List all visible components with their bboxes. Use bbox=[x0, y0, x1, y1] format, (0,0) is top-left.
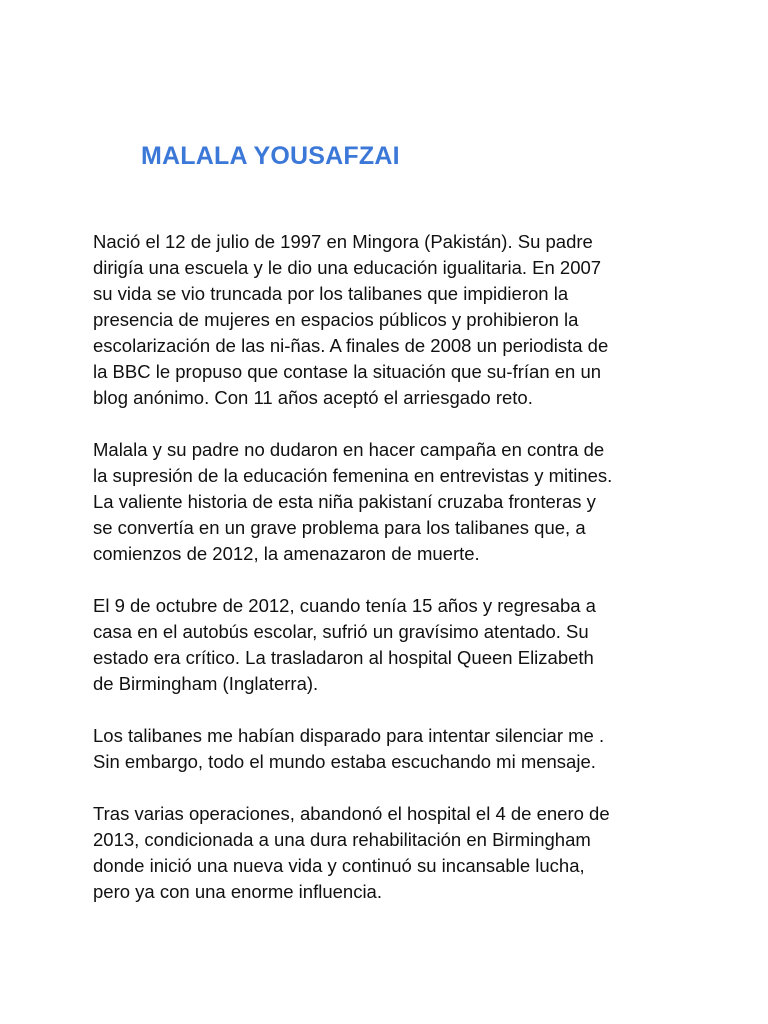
text-line: Los talibanes me habían disparado para intentar silenciar me . bbox=[93, 725, 605, 746]
text-line: El 9 de octubre de 2012, cuando tenía 15 años y regresaba a bbox=[93, 595, 596, 616]
text-line: la BBC le propuso que contase la situación que su-frían en un bbox=[93, 361, 602, 382]
paragraph-recovery bbox=[93, 801, 693, 905]
text-line: presencia de mujeres en espacios públicos y prohibieron la bbox=[93, 309, 579, 330]
text-line: 2013, condicionada a una dura rehabilitación en Birmingham bbox=[93, 829, 591, 850]
text-line: Tras varias operaciones, abandonó el hospital el 4 de enero de bbox=[93, 803, 610, 824]
text-line: Malala y su padre no dudaron en hacer campaña en contra de bbox=[93, 439, 605, 460]
document-title: MALALA YOUSAFZAI bbox=[141, 142, 400, 170]
text-line: estado era crítico. La trasladaron al hospital Queen Elizabeth bbox=[93, 647, 594, 668]
text-line: dirigía una escuela y le dio una educación igualitaria. En 2007 bbox=[93, 257, 602, 278]
text-line: Nació el 12 de julio de 1997 en Mingora (Pakistán). Su padre bbox=[93, 231, 593, 252]
text-line: blog anónimo. Con 11 años aceptó el arriesgado reto. bbox=[93, 387, 533, 408]
paragraph-birth bbox=[93, 229, 693, 411]
text-line: comienzos de 2012, la amenazaron de muerte. bbox=[93, 543, 480, 564]
text-line: La valiente historia de esta niña pakistaní cruzaba fronteras y bbox=[93, 491, 596, 512]
text-line: de Birmingham (Inglaterra). bbox=[93, 673, 319, 694]
text-line: donde inició una nueva vida y continuó su incansable lucha, bbox=[93, 855, 585, 876]
text-line: escolarización de las ni-ñas. A finales de 2008 un periodista de bbox=[93, 335, 609, 356]
text-line: se convertía en un grave problema para los talibanes que, a bbox=[93, 517, 586, 538]
paragraph-quote bbox=[93, 723, 693, 775]
paragraph-attack bbox=[93, 593, 693, 697]
text-line: su vida se vio truncada por los talibanes que impidieron la bbox=[93, 283, 569, 304]
text-line: la supresión de la educación femenina en entrevistas y mitines. bbox=[93, 465, 613, 486]
text-line: casa en el autobús escolar, sufrió un gravísimo atentado. Su bbox=[93, 621, 589, 642]
document-body bbox=[93, 229, 693, 931]
text-line: pero ya con una enorme influencia. bbox=[93, 881, 382, 902]
paragraph-campaign bbox=[93, 437, 693, 567]
text-line: Sin embargo, todo el mundo estaba escuchando mi mensaje. bbox=[93, 751, 596, 772]
